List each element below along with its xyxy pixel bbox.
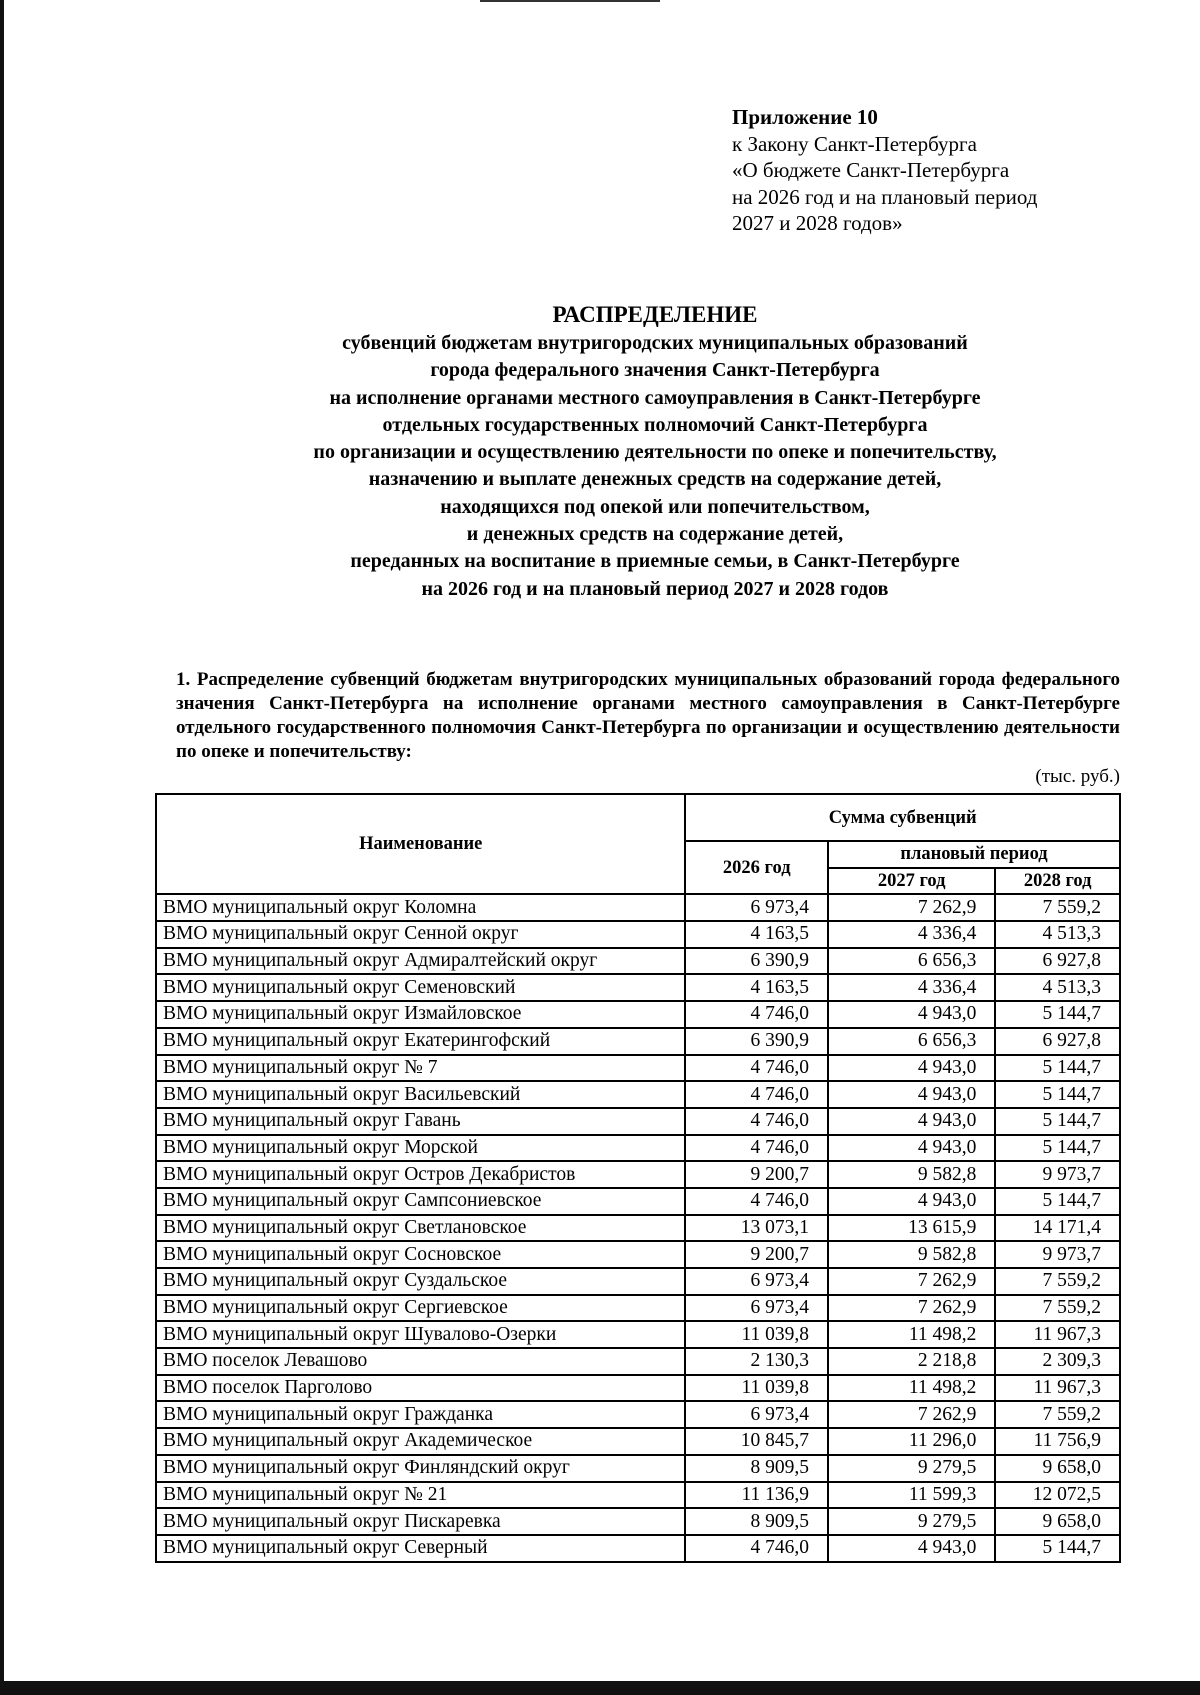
cell-2028: 9 973,7 <box>995 1161 1120 1188</box>
cell-2027: 2 218,8 <box>828 1348 995 1375</box>
cell-2028: 11 967,3 <box>995 1321 1120 1348</box>
cell-2027: 4 943,0 <box>828 1535 995 1562</box>
cell-2027: 9 279,5 <box>828 1508 995 1535</box>
cell-2027: 6 656,3 <box>828 948 995 975</box>
cell-2026: 11 039,8 <box>685 1375 828 1402</box>
appendix-line: «О бюджете Санкт-Петербурга <box>732 158 1010 182</box>
table-row <box>156 1401 1120 1428</box>
subtitle-line: города федерального значения Санкт-Петербурга <box>430 359 880 382</box>
appendix-line: на 2026 год и на плановый период <box>732 184 1038 209</box>
table-row <box>156 1135 1120 1162</box>
cell-2027: 4 943,0 <box>828 1081 995 1108</box>
cell-2027: 7 262,9 <box>828 1401 995 1428</box>
cell-2027: 4 336,4 <box>828 921 995 948</box>
cell-2027: 13 615,9 <box>828 1215 995 1242</box>
cell-2028: 11 967,3 <box>995 1375 1120 1402</box>
table-row <box>156 1055 1120 1082</box>
appendix-title: Приложение 10 <box>732 105 878 129</box>
table-row <box>156 948 1120 975</box>
subtitle-line: субвенций бюджетам внутригородских муниципальных образований <box>342 332 968 354</box>
table-row <box>156 1108 1120 1135</box>
cell-name: ВМО муниципальный округ Остров Декабристов <box>156 1161 685 1188</box>
cell-2026: 4 163,5 <box>685 921 828 948</box>
subtitle-line: находящихся под опекой или попечительством, <box>440 495 870 518</box>
cell-2028: 7 559,2 <box>995 1401 1120 1428</box>
scan-edge-bottom <box>0 1681 1200 1695</box>
table-row <box>156 1375 1120 1402</box>
cell-name: ВМО муниципальный округ Шувалово-Озерки <box>156 1321 685 1348</box>
cell-2028: 5 144,7 <box>995 1001 1120 1028</box>
cell-2026: 6 390,9 <box>685 1028 828 1055</box>
header-2026: 2026 год <box>685 841 828 894</box>
cell-2027: 11 296,0 <box>828 1428 995 1455</box>
cell-2026: 4 746,0 <box>685 1001 828 1028</box>
cell-name: ВМО муниципальный округ Гражданка <box>156 1401 685 1428</box>
cell-2026: 8 909,5 <box>685 1455 828 1482</box>
cell-2026: 6 390,9 <box>685 948 828 975</box>
cell-2027: 7 262,9 <box>828 894 995 921</box>
table-row <box>156 1348 1120 1375</box>
subvention-table <box>155 793 1121 1563</box>
cell-2026: 4 746,0 <box>685 1135 828 1162</box>
cell-2028: 12 072,5 <box>995 1482 1120 1509</box>
cell-2028: 4 513,3 <box>995 974 1120 1001</box>
cell-name: ВМО муниципальный округ Екатерингофский <box>156 1028 685 1055</box>
cell-name: ВМО муниципальный округ Суздальское <box>156 1268 685 1295</box>
cell-2026: 2 130,3 <box>685 1348 828 1375</box>
cell-2028: 7 559,2 <box>995 894 1120 921</box>
cell-2026: 8 909,5 <box>685 1508 828 1535</box>
header-planned: плановый период <box>828 841 1120 868</box>
cell-name: ВМО муниципальный округ Северный <box>156 1535 685 1562</box>
cell-name: ВМО муниципальный округ № 7 <box>156 1055 685 1082</box>
section-1-text: 1. Распределение субвенций бюджетам внутригородских муниципальных образований города федерального значения Санкт-Петербурга на исполнение органами местного самоуправления в Санкт-Петербурге отдельного государственного полномочия Санкт-Петербурга по организации и осуществлению деятельности по опеке и попечительству: <box>176 669 1120 762</box>
cell-name: ВМО муниципальный округ Семеновский <box>156 974 685 1001</box>
cell-name: ВМО муниципальный округ Сосновское <box>156 1241 685 1268</box>
subtitle-line: по организации и осуществлению деятельности по опеке и попечительству, <box>313 441 997 464</box>
appendix-line: 2027 и 2028 годов» <box>732 211 903 235</box>
cell-name: ВМО муниципальный округ № 21 <box>156 1482 685 1509</box>
cell-name: ВМО муниципальный округ Гавань <box>156 1108 685 1135</box>
cell-2028: 6 927,8 <box>995 948 1120 975</box>
cell-2026: 4 746,0 <box>685 1188 828 1215</box>
cell-2026: 4 746,0 <box>685 1081 828 1108</box>
table-row <box>156 1508 1120 1535</box>
cell-name: ВМО муниципальный округ Финляндский округ <box>156 1455 685 1482</box>
cell-name: ВМО муниципальный округ Сампсониевское <box>156 1188 685 1215</box>
table-row <box>156 1321 1120 1348</box>
cell-2028: 5 144,7 <box>995 1535 1120 1562</box>
cell-2027: 4 943,0 <box>828 1055 995 1082</box>
cell-2026: 4 746,0 <box>685 1055 828 1082</box>
cell-2027: 11 498,2 <box>828 1321 995 1348</box>
cell-2026: 4 163,5 <box>685 974 828 1001</box>
table-row <box>156 894 1120 921</box>
cell-2027: 7 262,9 <box>828 1268 995 1295</box>
cell-2028: 9 973,7 <box>995 1241 1120 1268</box>
cell-2026: 9 200,7 <box>685 1161 828 1188</box>
scan-edge-top <box>480 0 660 2</box>
header-2028: 2028 год <box>995 868 1120 895</box>
cell-name: ВМО поселок Левашово <box>156 1348 685 1375</box>
header-sum: Сумма субвенций <box>685 794 1120 841</box>
cell-name: ВМО муниципальный округ Морской <box>156 1135 685 1162</box>
cell-2027: 11 498,2 <box>828 1375 995 1402</box>
subtitle-line: на исполнение органами местного самоуправления в Санкт-Петербурге <box>329 386 981 409</box>
cell-2027: 4 336,4 <box>828 974 995 1001</box>
cell-2026: 6 973,4 <box>685 894 828 921</box>
cell-2028: 9 658,0 <box>995 1455 1120 1482</box>
cell-2028: 5 144,7 <box>995 1135 1120 1162</box>
cell-2028: 7 559,2 <box>995 1268 1120 1295</box>
table-row <box>156 1001 1120 1028</box>
cell-2027: 9 279,5 <box>828 1455 995 1482</box>
units-label: (тыс. руб.) <box>1035 766 1120 787</box>
cell-2028: 2 309,3 <box>995 1348 1120 1375</box>
cell-name: ВМО поселок Парголово <box>156 1375 685 1402</box>
table-row <box>156 1188 1120 1215</box>
table-row <box>156 1161 1120 1188</box>
cell-2026: 4 746,0 <box>685 1535 828 1562</box>
cell-2028: 9 658,0 <box>995 1508 1120 1535</box>
appendix-block <box>732 104 1037 237</box>
cell-2027: 4 943,0 <box>828 1135 995 1162</box>
cell-2026: 11 136,9 <box>685 1482 828 1509</box>
heading: РАСПРЕДЕЛЕНИЕ <box>552 302 758 327</box>
subtitle-line: на 2026 год и на плановый период 2027 и 2028 годов <box>421 577 889 600</box>
table-row <box>156 1455 1120 1482</box>
table-row <box>156 921 1120 948</box>
cell-2026: 10 845,7 <box>685 1428 828 1455</box>
cell-2028: 11 756,9 <box>995 1428 1120 1455</box>
cell-2027: 7 262,9 <box>828 1295 995 1322</box>
table-row <box>156 1428 1120 1455</box>
header-2027: 2027 год <box>828 868 995 895</box>
cell-2028: 5 144,7 <box>995 1188 1120 1215</box>
cell-name: ВМО муниципальный округ Пискаревка <box>156 1508 685 1535</box>
cell-2026: 4 746,0 <box>685 1108 828 1135</box>
cell-2027: 11 599,3 <box>828 1482 995 1509</box>
cell-2027: 6 656,3 <box>828 1028 995 1055</box>
cell-2027: 4 943,0 <box>828 1001 995 1028</box>
cell-2028: 14 171,4 <box>995 1215 1120 1242</box>
cell-name: ВМО муниципальный округ Адмиралтейский округ <box>156 948 685 975</box>
cell-2026: 13 073,1 <box>685 1215 828 1242</box>
cell-2028: 4 513,3 <box>995 921 1120 948</box>
cell-name: ВМО муниципальный округ Коломна <box>156 894 685 921</box>
cell-2027: 9 582,8 <box>828 1241 995 1268</box>
subtitle-line: назначению и выплате денежных средств на содержание детей, <box>368 468 942 491</box>
cell-name: ВМО муниципальный округ Васильевский <box>156 1081 685 1108</box>
table-row <box>156 1295 1120 1322</box>
cell-2028: 6 927,8 <box>995 1028 1120 1055</box>
cell-name: ВМО муниципальный округ Сенной округ <box>156 921 685 948</box>
cell-2027: 4 943,0 <box>828 1108 995 1135</box>
cell-2028: 5 144,7 <box>995 1081 1120 1108</box>
cell-2026: 6 973,4 <box>685 1401 828 1428</box>
cell-name: ВМО муниципальный округ Сергиевское <box>156 1295 685 1322</box>
cell-2026: 6 973,4 <box>685 1268 828 1295</box>
subtitle-line: и денежных средств на содержание детей, <box>466 523 844 546</box>
cell-2028: 5 144,7 <box>995 1108 1120 1135</box>
scan-edge-left <box>0 0 4 1695</box>
cell-name: ВМО муниципальный округ Светлановское <box>156 1215 685 1242</box>
cell-2026: 6 973,4 <box>685 1295 828 1322</box>
table-row <box>156 1535 1120 1562</box>
cell-2026: 9 200,7 <box>685 1241 828 1268</box>
cell-name: ВМО муниципальный округ Измайловское <box>156 1001 685 1028</box>
document-title <box>0 300 1200 603</box>
table-row <box>156 1215 1120 1242</box>
appendix-line: к Закону Санкт-Петербурга <box>732 131 977 156</box>
cell-2028: 7 559,2 <box>995 1295 1120 1322</box>
cell-2028: 5 144,7 <box>995 1055 1120 1082</box>
subtitle-line: отдельных государственных полномочий Санкт-Петербурга <box>382 413 928 436</box>
table-row <box>156 1028 1120 1055</box>
cell-2027: 4 943,0 <box>828 1188 995 1215</box>
cell-2026: 11 039,8 <box>685 1321 828 1348</box>
cell-2027: 9 582,8 <box>828 1161 995 1188</box>
table-row <box>156 1081 1120 1108</box>
subtitle-line: переданных на воспитание в приемные семьи, в Санкт-Петербурге <box>350 550 960 573</box>
table-row <box>156 974 1120 1001</box>
table-row <box>156 1482 1120 1509</box>
header-name: Наименование <box>156 794 685 894</box>
table-row <box>156 1268 1120 1295</box>
cell-name: ВМО муниципальный округ Академическое <box>156 1428 685 1455</box>
table-row <box>156 1241 1120 1268</box>
